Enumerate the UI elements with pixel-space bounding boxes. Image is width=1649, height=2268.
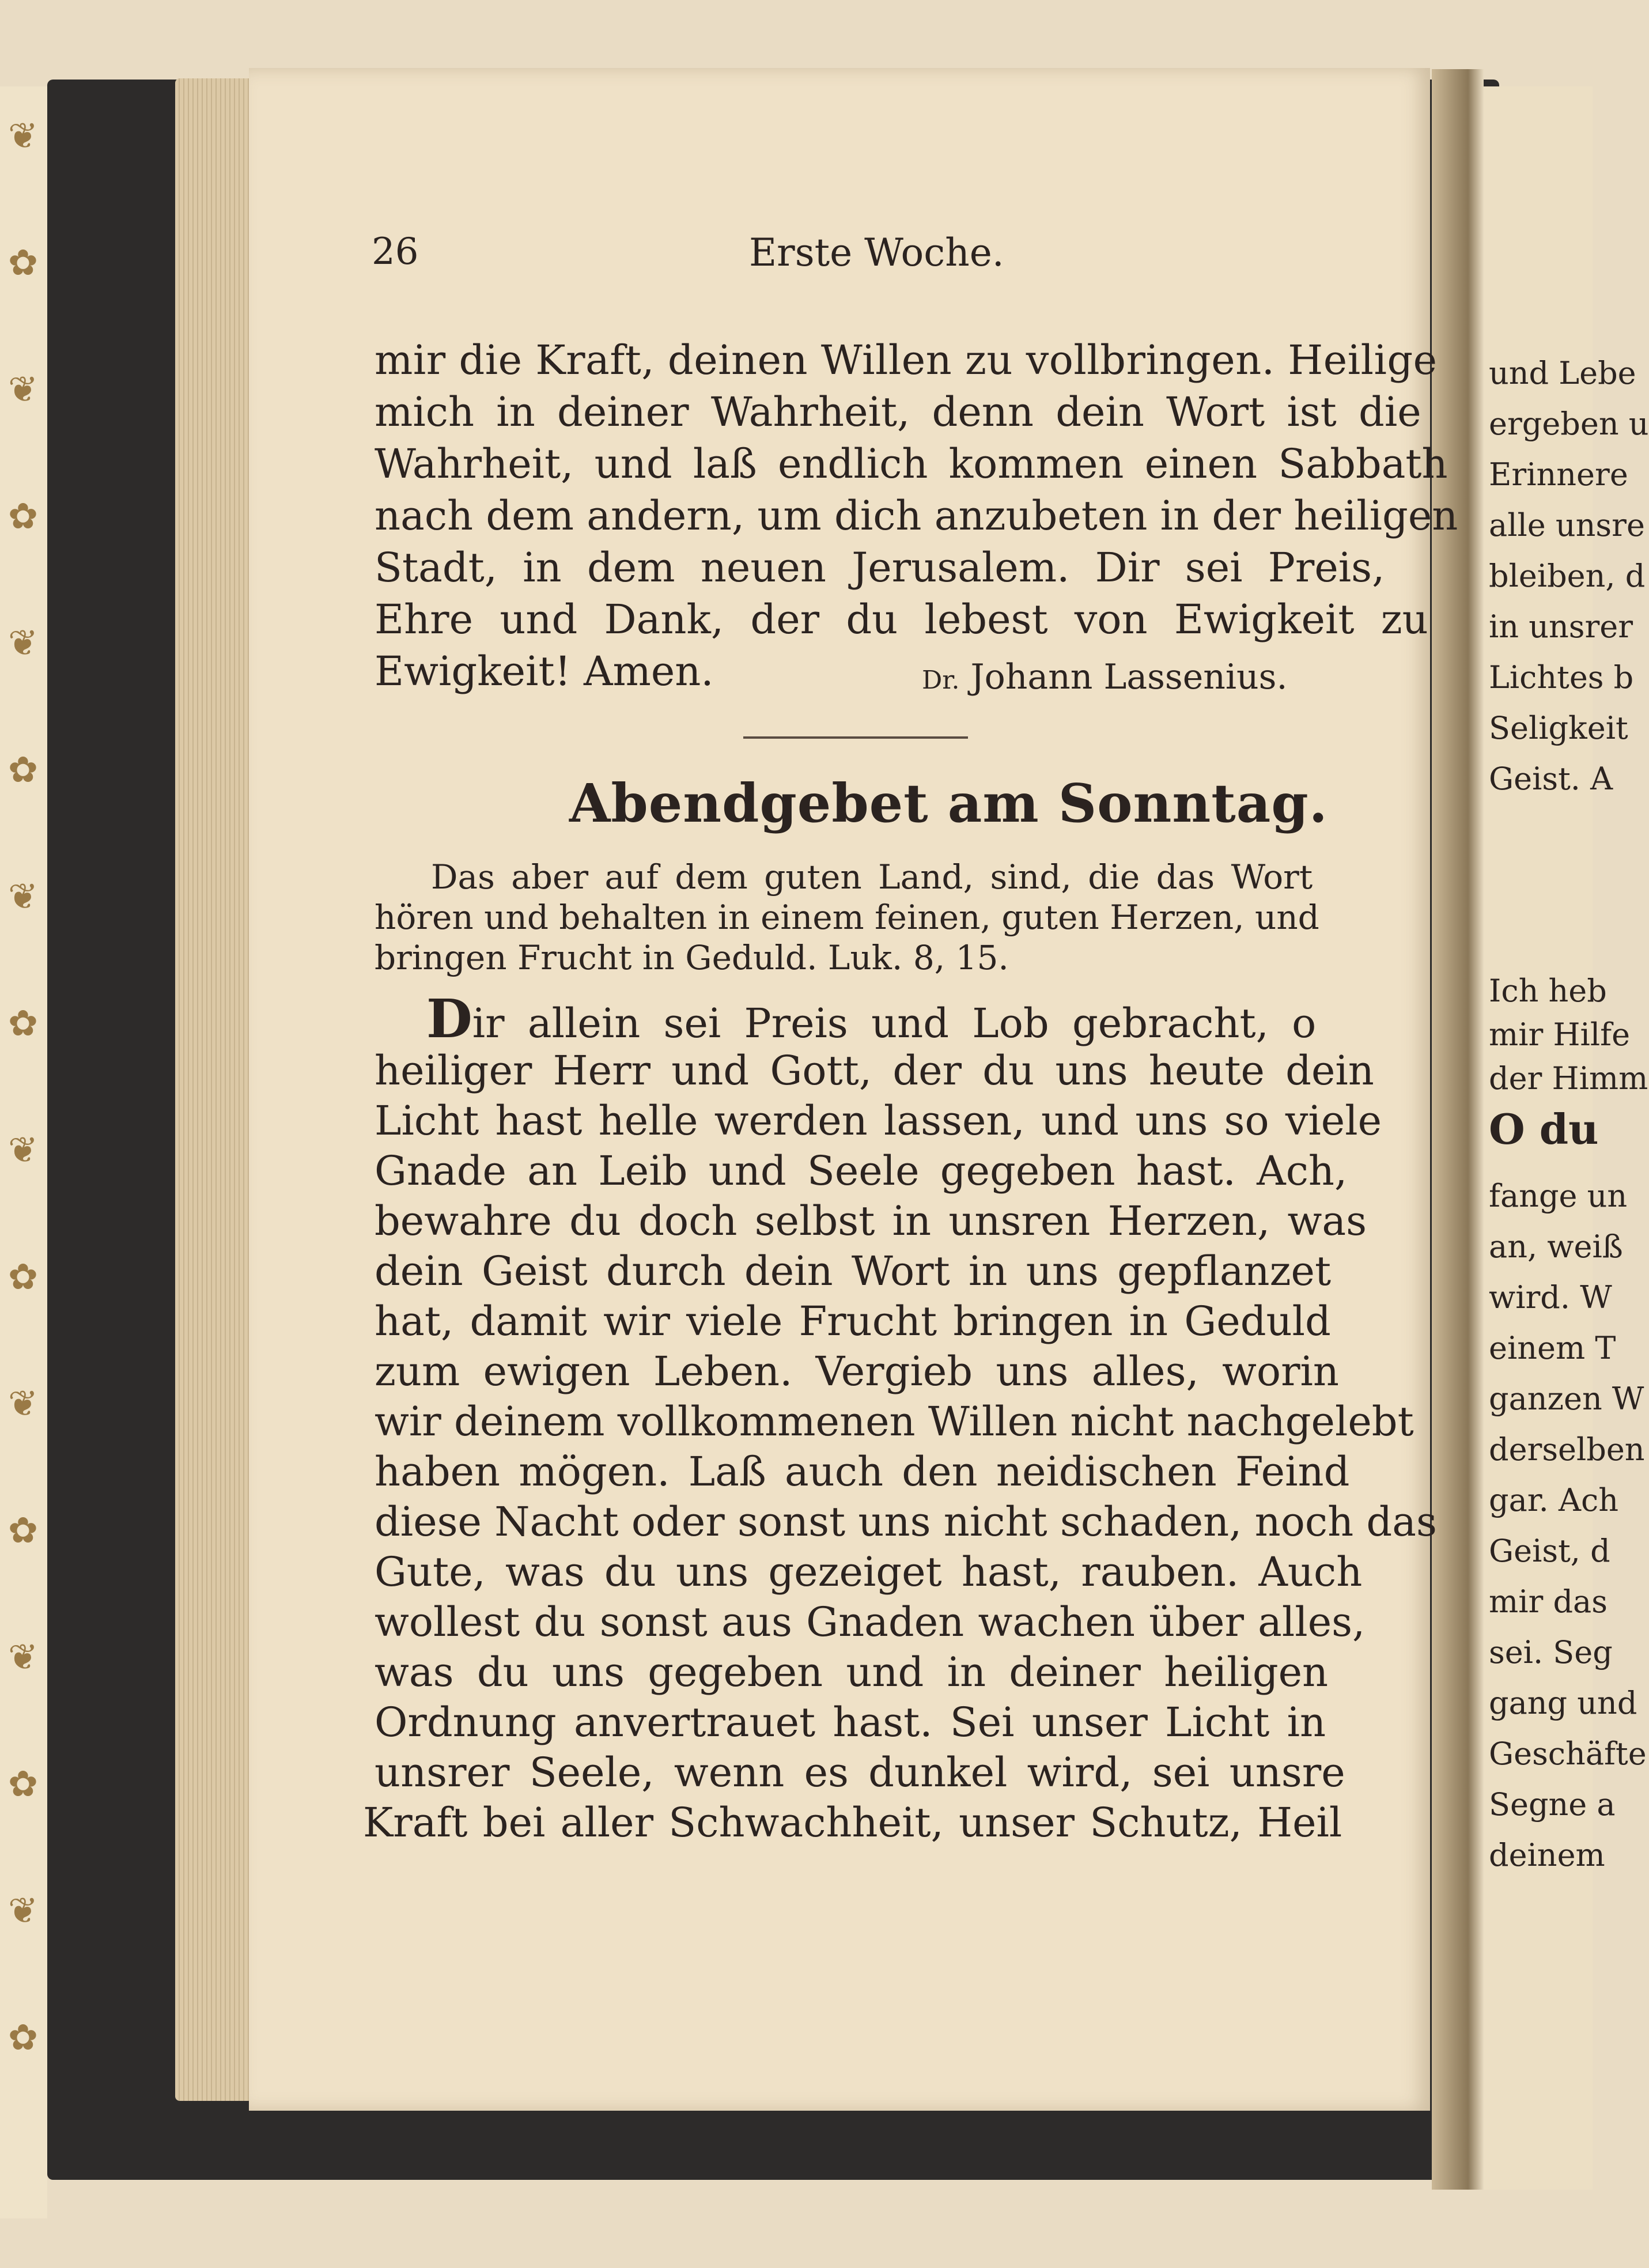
prayer-line: mir die Kraft, deinen Willen zu vollbringen. Heilige xyxy=(375,337,1438,384)
facing-page-line: Geist. A xyxy=(1489,761,1613,797)
floral-ornament-icon: ✿ xyxy=(8,495,38,537)
prayer-line: was du uns gegeben und in deiner heiligen xyxy=(375,1649,1329,1696)
floral-ornament-icon: ❦ xyxy=(8,1382,38,1424)
floral-ornament-icon: ❦ xyxy=(8,875,38,917)
facing-page-line: wird. W xyxy=(1489,1279,1612,1316)
facing-page-line: Geist, d xyxy=(1489,1533,1610,1569)
prayer-line: wollest du sonst aus Gnaden wachen über alles, xyxy=(375,1598,1366,1646)
ornamental-border xyxy=(0,86,47,2218)
facing-page-line: gang und xyxy=(1489,1685,1637,1721)
floral-ornament-icon: ✿ xyxy=(8,1509,38,1551)
facing-page-line: und Lebe xyxy=(1489,355,1636,391)
prayer-line: unsrer Seele, wenn es dunkel wird, sei unsre xyxy=(375,1749,1345,1796)
floral-ornament-icon: ✿ xyxy=(8,2016,38,2058)
facing-page-line: an, weiß xyxy=(1489,1228,1623,1265)
prayer-line: Kraft bei aller Schwachheit, unser Schutz, Heil xyxy=(363,1799,1342,1846)
page-edges xyxy=(175,78,256,2101)
prayer-line: Gnade an Leib und Seele gegeben hast. Ach, xyxy=(375,1147,1348,1195)
prayer-line: Ordnung anvertrauet hast. Sei unser Licht in xyxy=(375,1699,1326,1746)
facing-page-line: deinem xyxy=(1489,1837,1605,1873)
first-line-text: ir allein sei Preis und Lob gebracht, o xyxy=(472,1000,1317,1047)
facing-page-line: Segne a xyxy=(1489,1786,1616,1823)
book-gutter xyxy=(1432,69,1484,2190)
floral-ornament-icon: ✿ xyxy=(8,1002,38,1044)
floral-ornament-icon: ❦ xyxy=(8,1129,38,1171)
floral-ornament-icon: ✿ xyxy=(8,1763,38,1805)
facing-page-line: gar. Ach xyxy=(1489,1482,1618,1518)
facing-page-line: alle unsre xyxy=(1489,507,1645,543)
facing-page-line: ergeben u xyxy=(1489,406,1649,442)
facing-page-line: einem T xyxy=(1489,1330,1616,1366)
floral-ornament-icon: ✿ xyxy=(8,241,38,284)
facing-page-line: in unsrer xyxy=(1489,608,1633,645)
drop-initial: D xyxy=(426,988,472,1050)
facing-page-verse-line: mir Hilfe xyxy=(1489,1016,1631,1053)
floral-ornament-icon: ✿ xyxy=(8,1256,38,1298)
floral-ornament-icon: ❦ xyxy=(8,1636,38,1678)
running-head: Erste Woche. xyxy=(749,230,1004,275)
author-name: Johann Lassenius. xyxy=(970,657,1288,697)
prayer-line: Wahrheit, und laß endlich kommen einen Sabbath xyxy=(375,440,1448,487)
facing-page-line: Geschäfte xyxy=(1489,1736,1647,1772)
floral-ornament-icon: ✿ xyxy=(8,749,38,791)
prayer-line: heiliger Herr und Gott, der du uns heute dein xyxy=(375,1047,1374,1094)
facing-page-line: Seligkeit xyxy=(1489,710,1628,746)
floral-ornament-icon: ❦ xyxy=(8,1889,38,1931)
floral-ornament-icon: ❦ xyxy=(8,622,38,664)
section-divider xyxy=(743,736,968,739)
prayer-line: mich in deiner Wahrheit, denn dein Wort ist die xyxy=(375,388,1421,436)
facing-page-line: Erinnere xyxy=(1489,456,1628,493)
facing-page-line: fange un xyxy=(1489,1178,1628,1214)
facing-page-line: Lichtes b xyxy=(1489,659,1634,695)
page-number: 26 xyxy=(372,230,419,273)
floral-ornament-icon: ❦ xyxy=(8,115,38,157)
scripture-verse-line: bringen Frucht in Geduld. Luk. 8, 15. xyxy=(375,938,1009,977)
facing-page-line: sei. Seg xyxy=(1489,1634,1613,1670)
prayer-line: zum ewigen Leben. Vergieb uns alles, worin xyxy=(375,1348,1340,1395)
section-title: Abendgebet am Sonntag. xyxy=(569,772,1328,834)
prayer-line: bewahre du doch selbst in unsren Herzen, was xyxy=(375,1197,1367,1245)
facing-page-line: ganzen W xyxy=(1489,1381,1644,1417)
prayer-line: Ewigkeit! Amen. xyxy=(375,648,714,695)
facing-page-line: derselben xyxy=(1489,1431,1645,1468)
facing-page-verse-line: Ich heb xyxy=(1489,973,1607,1009)
scripture-verse-line: Das aber auf dem guten Land, sind, die das Wort xyxy=(431,857,1313,897)
prayer-line: haben mögen. Laß auch den neidischen Feind xyxy=(375,1448,1350,1495)
facing-page-line: bleiben, d xyxy=(1489,558,1646,594)
facing-page-line: mir das xyxy=(1489,1583,1608,1620)
prayer-line: Stadt, in dem neuen Jerusalem. Dir sei Preis, xyxy=(375,544,1385,591)
floral-ornament-icon: ❦ xyxy=(8,368,38,410)
author-title: Dr. xyxy=(922,666,960,695)
facing-page-initial-line: O du xyxy=(1489,1105,1599,1154)
prayer-line: Ehre und Dank, der du lebest von Ewigkeit zu xyxy=(375,596,1428,643)
author-attribution xyxy=(922,657,1288,697)
prayer-line: dein Geist durch dein Wort in uns gepflanzet xyxy=(375,1248,1332,1295)
prayer-line: nach dem andern, um dich anzubeten in der heiligen xyxy=(375,492,1458,539)
prayer-line: Gute, was du uns gezeiget hast, rauben. Auch xyxy=(375,1548,1363,1596)
scripture-verse-line: hören und behalten in einem feinen, guten Herzen, und xyxy=(375,898,1319,937)
prayer-line: Licht hast helle werden lassen, und uns so viele xyxy=(375,1097,1382,1144)
prayer-line: hat, damit wir viele Frucht bringen in Geduld xyxy=(375,1298,1331,1345)
prayer-first-line xyxy=(426,988,1317,1050)
facing-page-verse-line: der Himm xyxy=(1489,1060,1648,1097)
prayer-line: diese Nacht oder sonst uns nicht schaden, noch das xyxy=(375,1498,1437,1545)
prayer-line: wir deinem vollkommenen Willen nicht nachgelebt xyxy=(375,1398,1414,1445)
